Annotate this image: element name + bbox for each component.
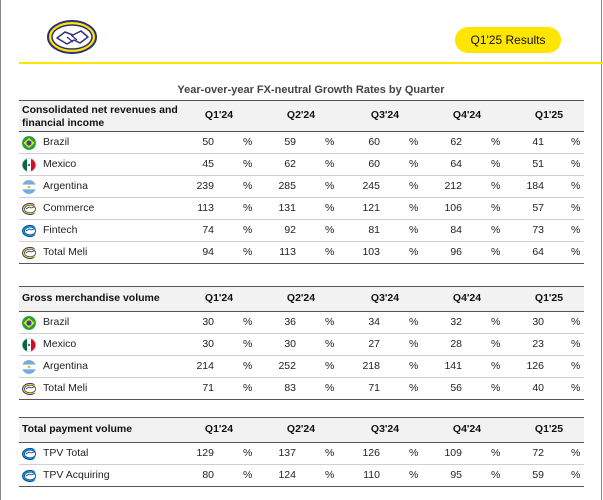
- page-title: Year-over-year FX-neutral Growth Rates by Quarter: [177, 84, 445, 96]
- percent-sign: %: [491, 136, 501, 148]
- cell-value: 32: [450, 316, 462, 328]
- row-label: TPV Total: [43, 447, 89, 459]
- cell-value: 252: [278, 360, 296, 372]
- percent-sign: %: [491, 447, 501, 459]
- cell-value: 129: [196, 447, 214, 459]
- percent-sign: %: [243, 360, 253, 372]
- cell-value: 50: [202, 136, 214, 148]
- cell-value: 45: [202, 158, 214, 170]
- percent-sign: %: [491, 180, 501, 192]
- cell-value: 23: [532, 338, 544, 350]
- percent-sign: %: [243, 136, 253, 148]
- cell-value: 84: [450, 224, 462, 236]
- row-label: Commerce: [43, 202, 95, 214]
- percent-sign: %: [491, 202, 501, 214]
- percent-sign: %: [325, 316, 335, 328]
- table-header: [19, 417, 584, 443]
- percent-sign: %: [409, 447, 419, 459]
- percent-sign: %: [491, 382, 501, 394]
- percent-sign: %: [243, 202, 253, 214]
- column-header: Q1'25: [534, 109, 564, 121]
- percent-sign: %: [325, 360, 335, 372]
- cell-value: 74: [202, 224, 214, 236]
- cell-value: 30: [202, 316, 214, 328]
- row-label: Argentina: [43, 180, 88, 192]
- cell-value: 71: [202, 382, 214, 394]
- row-label: TPV Acquiring: [43, 469, 110, 481]
- percent-sign: %: [325, 469, 335, 481]
- column-header: Q3'24: [370, 423, 400, 435]
- percent-sign: %: [325, 224, 335, 236]
- column-header: Q4'24: [452, 423, 482, 435]
- percent-sign: %: [409, 158, 419, 170]
- percent-sign: %: [491, 338, 501, 350]
- cell-value: 40: [532, 382, 544, 394]
- percent-sign: %: [491, 246, 501, 258]
- table-row: [19, 220, 584, 242]
- section-label: Gross merchandise volume: [22, 292, 160, 304]
- table-section-2: [19, 286, 584, 400]
- cell-value: 60: [368, 158, 380, 170]
- cell-value: 184: [526, 180, 544, 192]
- percent-sign: %: [325, 136, 335, 148]
- row-label: Brazil: [43, 316, 70, 328]
- row-label: Fintech: [43, 224, 78, 236]
- section-label: Consolidated net revenues and financial income: [22, 104, 178, 129]
- cell-value: 96: [450, 246, 462, 258]
- cell-value: 27: [368, 338, 380, 350]
- cell-value: 285: [278, 180, 296, 192]
- argentina-flag-icon: [22, 180, 36, 194]
- column-header: Q4'24: [452, 292, 482, 304]
- percent-sign: %: [325, 202, 335, 214]
- cell-value: 34: [368, 316, 380, 328]
- header-divider: [19, 62, 603, 64]
- percent-sign: %: [325, 180, 335, 192]
- percent-sign: %: [243, 469, 253, 481]
- percent-sign: %: [409, 469, 419, 481]
- cell-value: 126: [362, 447, 380, 459]
- percent-sign: %: [243, 382, 253, 394]
- cell-value: 141: [444, 360, 462, 372]
- cell-value: 103: [362, 246, 380, 258]
- percent-sign: %: [409, 246, 419, 258]
- page-right-border: [601, 0, 602, 500]
- percent-sign: %: [571, 246, 581, 258]
- percent-sign: %: [571, 338, 581, 350]
- mexico-flag-icon: [22, 338, 36, 352]
- cell-value: 81: [368, 224, 380, 236]
- cell-value: 80: [202, 469, 214, 481]
- row-label: Total Meli: [43, 382, 88, 394]
- brazil-flag-icon: [22, 136, 36, 150]
- column-header: Q1'25: [534, 292, 564, 304]
- cell-value: 28: [450, 338, 462, 350]
- row-label: Argentina: [43, 360, 88, 372]
- cell-value: 64: [532, 246, 544, 258]
- percent-sign: %: [571, 447, 581, 459]
- percent-sign: %: [243, 447, 253, 459]
- percent-sign: %: [571, 382, 581, 394]
- percent-sign: %: [409, 360, 419, 372]
- cell-value: 71: [368, 382, 380, 394]
- percent-sign: %: [571, 224, 581, 236]
- table-row: [19, 465, 584, 487]
- percent-sign: %: [325, 338, 335, 350]
- row-label: Mexico: [43, 338, 77, 350]
- results-badge: Q1'25 Results: [455, 27, 561, 53]
- mercado-pago-icon: [22, 447, 36, 461]
- mercado-logo-icon: [22, 246, 36, 260]
- page-left-border: [0, 0, 1, 500]
- percent-sign: %: [491, 360, 501, 372]
- cell-value: 95: [450, 469, 462, 481]
- table-section-3: [19, 417, 584, 487]
- percent-sign: %: [491, 469, 501, 481]
- column-header: Q2'24: [286, 292, 316, 304]
- percent-sign: %: [325, 382, 335, 394]
- percent-sign: %: [409, 202, 419, 214]
- row-label: Brazil: [43, 136, 70, 148]
- cell-value: 94: [202, 246, 214, 258]
- percent-sign: %: [243, 224, 253, 236]
- percent-sign: %: [409, 316, 419, 328]
- cell-value: 62: [450, 136, 462, 148]
- percent-sign: %: [243, 180, 253, 192]
- brazil-flag-icon: [22, 316, 36, 330]
- percent-sign: %: [571, 316, 581, 328]
- percent-sign: %: [571, 158, 581, 170]
- column-header: Q1'24: [204, 292, 234, 304]
- section-label: Total payment volume: [22, 423, 133, 435]
- percent-sign: %: [491, 224, 501, 236]
- argentina-flag-icon: [22, 360, 36, 374]
- cell-value: 245: [362, 180, 380, 192]
- cell-value: 30: [532, 316, 544, 328]
- table-row: [19, 132, 584, 154]
- cell-value: 57: [532, 202, 544, 214]
- percent-sign: %: [571, 202, 581, 214]
- cell-value: 131: [278, 202, 296, 214]
- table-row: [19, 198, 584, 220]
- cell-value: 36: [284, 316, 296, 328]
- table-section-1: [19, 100, 584, 264]
- cell-value: 56: [450, 382, 462, 394]
- table-row: [19, 356, 584, 378]
- cell-value: 83: [284, 382, 296, 394]
- percent-sign: %: [571, 469, 581, 481]
- column-header: Q1'24: [204, 109, 234, 121]
- cell-value: 113: [197, 202, 214, 214]
- cell-value: 64: [450, 158, 462, 170]
- percent-sign: %: [325, 246, 335, 258]
- table-header: [19, 286, 584, 312]
- percent-sign: %: [409, 338, 419, 350]
- cell-value: 212: [444, 180, 462, 192]
- table-row: [19, 443, 584, 465]
- cell-value: 109: [444, 447, 462, 459]
- percent-sign: %: [409, 382, 419, 394]
- mercado-pago-icon: [22, 224, 36, 238]
- column-header: Q2'24: [286, 423, 316, 435]
- percent-sign: %: [243, 158, 253, 170]
- cell-value: 60: [368, 136, 380, 148]
- percent-sign: %: [243, 338, 253, 350]
- mercado-libre-logo-icon: [47, 20, 97, 54]
- cell-value: 218: [362, 360, 380, 372]
- table-row: [19, 378, 584, 400]
- column-header: Q4'24: [452, 109, 482, 121]
- mexico-flag-icon: [22, 158, 36, 172]
- cell-value: 72: [532, 447, 544, 459]
- column-header: Q1'25: [534, 423, 564, 435]
- mercado-pago-icon: [22, 469, 36, 483]
- cell-value: 106: [444, 202, 462, 214]
- column-header: Q3'24: [370, 292, 400, 304]
- percent-sign: %: [243, 246, 253, 258]
- cell-value: 126: [526, 360, 544, 372]
- cell-value: 113: [279, 246, 296, 258]
- column-header: Q3'24: [370, 109, 400, 121]
- cell-value: 92: [284, 224, 296, 236]
- percent-sign: %: [325, 447, 335, 459]
- percent-sign: %: [571, 136, 581, 148]
- cell-value: 239: [196, 180, 214, 192]
- cell-value: 59: [284, 136, 296, 148]
- column-header: Q1'24: [204, 423, 234, 435]
- table-row: [19, 176, 584, 198]
- percent-sign: %: [409, 180, 419, 192]
- column-header: Q2'24: [286, 109, 316, 121]
- table-row: [19, 242, 584, 264]
- table-row: [19, 334, 584, 356]
- cell-value: 110: [363, 469, 380, 481]
- cell-value: 73: [532, 224, 544, 236]
- cell-value: 124: [278, 469, 296, 481]
- percent-sign: %: [491, 158, 501, 170]
- cell-value: 121: [362, 202, 380, 214]
- table-row: [19, 154, 584, 176]
- percent-sign: %: [325, 158, 335, 170]
- percent-sign: %: [243, 316, 253, 328]
- cell-value: 41: [532, 136, 544, 148]
- cell-value: 51: [532, 158, 544, 170]
- mercado-logo-icon: [22, 382, 36, 396]
- percent-sign: %: [491, 316, 501, 328]
- mercado-logo-icon: [22, 202, 36, 216]
- row-label: Total Meli: [43, 246, 88, 258]
- cell-value: 137: [278, 447, 296, 459]
- table-header: [19, 100, 584, 132]
- table-row: [19, 312, 584, 334]
- percent-sign: %: [571, 180, 581, 192]
- percent-sign: %: [571, 360, 581, 372]
- cell-value: 214: [196, 360, 214, 372]
- percent-sign: %: [409, 224, 419, 236]
- cell-value: 30: [202, 338, 214, 350]
- cell-value: 62: [284, 158, 296, 170]
- page-header: [0, 0, 603, 62]
- cell-value: 30: [284, 338, 296, 350]
- cell-value: 59: [532, 469, 544, 481]
- row-label: Mexico: [43, 158, 77, 170]
- percent-sign: %: [409, 136, 419, 148]
